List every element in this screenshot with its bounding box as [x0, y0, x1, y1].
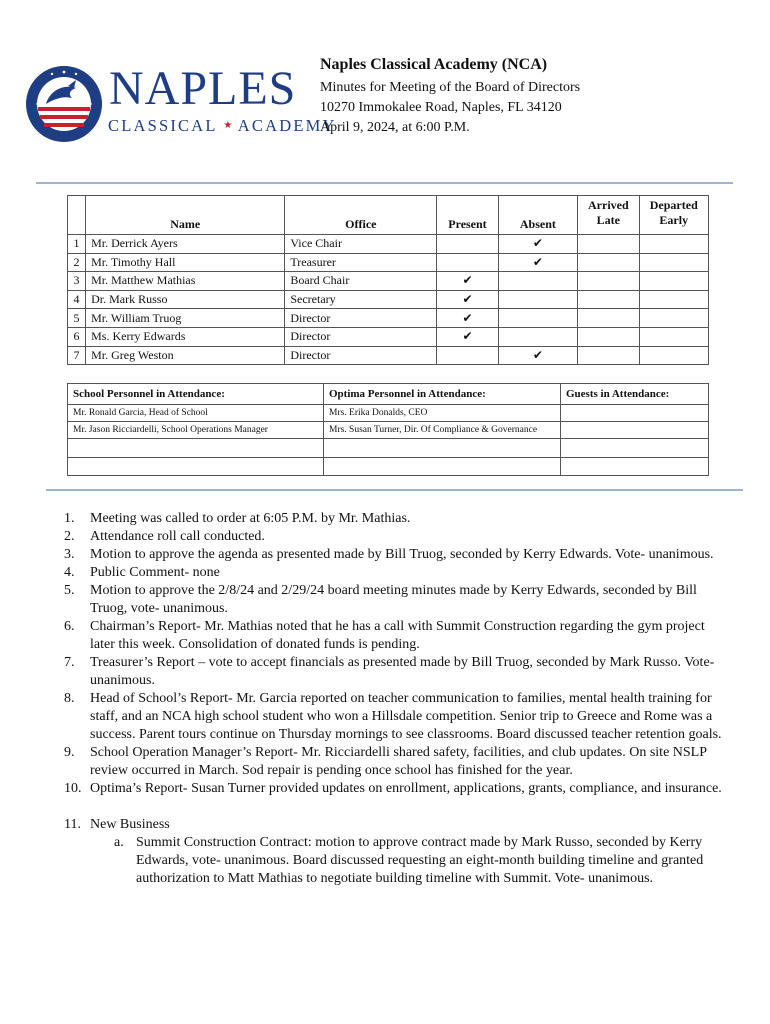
- table-row: [68, 439, 709, 458]
- row-number: 3: [68, 272, 86, 291]
- table-row: [68, 458, 709, 476]
- item-text: Motion to approve the 2/8/24 and 2/29/24 board meeting minutes made by Kerry Edwards, seconded by Bill Truog, vote- unanimous.: [90, 583, 697, 616]
- name-header: Name: [86, 196, 285, 235]
- present-check: ✔: [437, 309, 498, 328]
- item-number: 1.: [64, 511, 75, 526]
- list-item: [90, 834, 724, 888]
- present-check: ✔: [437, 327, 498, 346]
- table-row: [68, 346, 709, 365]
- logo-sub-left: CLASSICAL: [108, 116, 218, 135]
- present-check: ✔: [437, 272, 498, 291]
- list-item: [64, 582, 724, 618]
- departed-early-header: Departed Early: [639, 196, 708, 235]
- row-number: 6: [68, 327, 86, 346]
- optima-personnel-cell: [324, 458, 561, 476]
- list-item: [64, 654, 724, 690]
- optima-personnel-cell: [324, 439, 561, 458]
- table-row: [68, 405, 709, 422]
- logo-wordmark: NAPLES: [109, 62, 297, 115]
- item-number: 2.: [64, 529, 75, 544]
- absent-header: Absent: [498, 196, 577, 235]
- item-number: 7.: [64, 655, 75, 670]
- school-logo: [24, 62, 337, 144]
- num-header: [68, 196, 86, 235]
- item-number: 5.: [64, 583, 75, 598]
- list-item: [64, 510, 724, 528]
- board-table-header: [68, 196, 709, 235]
- member-office: Director: [285, 327, 437, 346]
- star-icon: ★: [223, 120, 233, 131]
- table-row: [68, 422, 709, 439]
- item-text: Chairman’s Report- Mr. Mathias noted that he has a call with Summit Construction regarding the gym project later this week. Consolidation of donated funds is pending.: [90, 619, 705, 652]
- departed-early-cell: [639, 290, 708, 309]
- guests-header: Guests in Attendance:: [561, 384, 709, 405]
- present-check: ✔: [437, 290, 498, 309]
- list-item: [64, 690, 724, 744]
- list-item: [64, 618, 724, 654]
- header-line-1: Minutes for Meeting of the Board of Directors: [320, 80, 581, 95]
- item-text: Public Comment- none: [90, 565, 220, 580]
- member-name: Dr. Mark Russo: [86, 290, 285, 309]
- guest-cell: [561, 439, 709, 458]
- table-row: [68, 309, 709, 328]
- member-office: Vice Chair: [285, 235, 437, 254]
- arrived-late-cell: [578, 327, 639, 346]
- present-check: [437, 253, 498, 272]
- departed-early-cell: [639, 253, 708, 272]
- absent-check: ✔: [498, 235, 577, 254]
- list-item: [64, 816, 724, 888]
- absent-check: [498, 290, 577, 309]
- absent-check: ✔: [498, 346, 577, 365]
- document-header: [320, 55, 580, 138]
- table-row: [68, 253, 709, 272]
- arrived-late-cell: [578, 290, 639, 309]
- header-line-2: 10270 Immokalee Road, Naples, FL 34120: [320, 100, 562, 115]
- document-title: Naples Classical Academy (NCA): [320, 56, 548, 73]
- item-number: 11.: [64, 817, 81, 832]
- absent-check: [498, 272, 577, 291]
- row-number: 7: [68, 346, 86, 365]
- item-number: 10.: [64, 781, 82, 796]
- member-name: Mr. Matthew Mathias: [86, 272, 285, 291]
- item-text: Meeting was called to order at 6:05 P.M. by Mr. Mathias.: [90, 511, 411, 526]
- arrived-late-header: Arrived Late: [578, 196, 639, 235]
- arrived-late-cell: [578, 235, 639, 254]
- optima-personnel-header: Optima Personnel in Attendance:: [324, 384, 561, 405]
- item-letter: a.: [114, 835, 124, 850]
- arrived-late-cell: [578, 253, 639, 272]
- present-check: [437, 346, 498, 365]
- item-text: Head of School’s Report- Mr. Garcia reported on teacher communication to families, mental health training for staff, and an NCA high school student who won a Hillsdale competition. Senior trip to Greece and Rome was a success. Parent tours continue on Thursday mornings to see classrooms. Board discussed teacher retention goals.: [90, 691, 722, 742]
- row-number: 4: [68, 290, 86, 309]
- office-header: Office: [285, 196, 437, 235]
- table-row: [68, 235, 709, 254]
- guest-cell: [561, 422, 709, 439]
- school-seal-icon: [24, 64, 104, 144]
- member-office: Secretary: [285, 290, 437, 309]
- departed-early-cell: [639, 235, 708, 254]
- school-personnel-cell: [68, 458, 324, 476]
- item-text: Summit Construction Contract: motion to approve contract made by Mark Russo, seconded by Kerry Edwards, vote- unanimous. Board discussed requesting an eight-month building timeline and granted authorization to Matt Mathias to negotiate building timeline with Summit. Vote- unanimous.: [136, 835, 704, 886]
- list-item: [64, 546, 724, 564]
- school-personnel-header: School Personnel in Attendance:: [68, 384, 324, 405]
- guest-cell: [561, 405, 709, 422]
- member-name: Mr. Timothy Hall: [86, 253, 285, 272]
- item-text: School Operation Manager’s Report- Mr. Ricciardelli shared safety, facilities, and club updates. On site NSLP review occurred in March. Sod repair is pending once school has finished for the year.: [90, 745, 707, 778]
- arrived-late-cell: [578, 346, 639, 365]
- item-text: Motion to approve the agenda as presented made by Bill Truog, seconded by Kerry Edwards. Vote- unanimous.: [90, 547, 714, 562]
- item-number: 6.: [64, 619, 75, 634]
- departed-early-cell: [639, 272, 708, 291]
- arrived-late-cell: [578, 272, 639, 291]
- item-text: Treasurer’s Report – vote to accept financials as presented made by Bill Truog, seconded by Mark Russo. Vote- unanimous.: [90, 655, 715, 688]
- board-attendance-table: [67, 195, 709, 365]
- member-name: Ms. Kerry Edwards: [86, 327, 285, 346]
- table-row: [68, 272, 709, 291]
- minutes-list: [64, 510, 724, 888]
- new-business-list: [90, 834, 724, 888]
- optima-personnel-cell: Mrs. Erika Donalds, CEO: [324, 405, 561, 422]
- school-personnel-cell: Mr. Ronald Garcia, Head of School: [68, 405, 324, 422]
- absent-check: [498, 327, 577, 346]
- item-text: New Business: [90, 817, 170, 832]
- item-number: 9.: [64, 745, 75, 760]
- member-name: Mr. Derrick Ayers: [86, 235, 285, 254]
- top-divider: [36, 182, 733, 184]
- arrived-late-cell: [578, 309, 639, 328]
- absent-check: ✔: [498, 253, 577, 272]
- absent-check: [498, 309, 577, 328]
- member-name: Mr. William Truog: [86, 309, 285, 328]
- item-text: Attendance roll call conducted.: [90, 529, 265, 544]
- list-item: [64, 564, 724, 582]
- member-name: Mr. Greg Weston: [86, 346, 285, 365]
- present-header: Present: [437, 196, 498, 235]
- table-row: [68, 327, 709, 346]
- row-number: 1: [68, 235, 86, 254]
- item-number: 3.: [64, 547, 75, 562]
- row-number: 5: [68, 309, 86, 328]
- departed-early-cell: [639, 346, 708, 365]
- departed-early-cell: [639, 309, 708, 328]
- item-text: Optima’s Report- Susan Turner provided updates on enrollment, applications, grants, compliance, and insurance.: [90, 781, 722, 796]
- personnel-attendance-table: [67, 383, 709, 476]
- logo-sub-right: ACADEMY: [237, 116, 337, 135]
- member-office: Board Chair: [285, 272, 437, 291]
- member-office: Director: [285, 346, 437, 365]
- departed-early-cell: [639, 327, 708, 346]
- list-item: [64, 528, 724, 546]
- middle-divider: [46, 489, 743, 491]
- member-office: Treasurer: [285, 253, 437, 272]
- guest-cell: [561, 458, 709, 476]
- list-item: [64, 780, 724, 798]
- optima-personnel-cell: Mrs. Susan Turner, Dir. Of Compliance & Governance: [324, 422, 561, 439]
- header-line-3: April 9, 2024, at 6:00 P.M.: [320, 120, 470, 135]
- logo-subtitle: [108, 116, 337, 136]
- present-check: [437, 235, 498, 254]
- table-row: [68, 290, 709, 309]
- item-number: 8.: [64, 691, 75, 706]
- member-office: Director: [285, 309, 437, 328]
- row-number: 2: [68, 253, 86, 272]
- school-personnel-cell: [68, 439, 324, 458]
- item-number: 4.: [64, 565, 75, 580]
- personnel-table-header: [68, 384, 709, 405]
- school-personnel-cell: Mr. Jason Ricciardelli, School Operations Manager: [68, 422, 324, 439]
- list-item: [64, 744, 724, 780]
